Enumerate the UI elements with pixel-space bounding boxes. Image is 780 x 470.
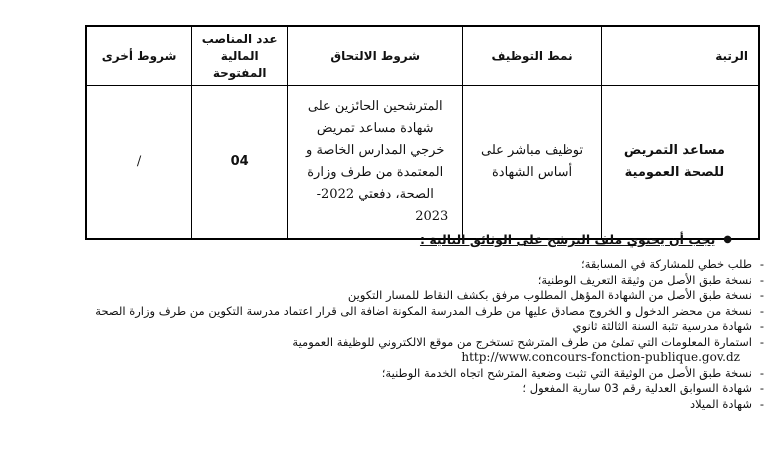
list-item: - شهادة الميلاد bbox=[84, 397, 764, 413]
list-item: - شهادة السوابق العدلية رقم 03 سارية المفعول ؛ bbox=[84, 381, 764, 397]
header-admission-conditions: شروط الالتحاق bbox=[288, 26, 463, 86]
header-rank: الرتبة bbox=[601, 26, 759, 86]
requirements-table-container bbox=[85, 25, 760, 240]
list-item-with-url bbox=[84, 335, 764, 366]
list-item: - نسخة طبق الأصل من الشهادة المؤهل المطلوب مرفق بكشف النقاط للمسار التكوين bbox=[84, 288, 764, 304]
documents-list bbox=[84, 257, 764, 412]
cell-rank: مساعد التمريض للصحة العمومية bbox=[601, 86, 759, 240]
table-row bbox=[86, 86, 759, 240]
requirements-table bbox=[85, 25, 760, 240]
list-item: - شهادة مدرسية تثبة السنة الثالثة ثانوي bbox=[84, 319, 764, 335]
list-item-text: استمارة المعلومات التي تملئ من طرف المترشح تستخرج من موقع الالكتروني للوظيفة العمومية bbox=[292, 334, 752, 349]
list-item: - طلب خطي للمشاركة في المسابقة؛ bbox=[84, 257, 764, 273]
bullet-icon: ● bbox=[723, 234, 732, 245]
header-open-positions: عدد المناصب المالية المفتوحة bbox=[192, 26, 288, 86]
list-item: - نسخة من محضر الدخول و الخروج مصادق عليها من طرف المدرسة المكونة اضافة الى قرار اعتماد مدرسة التكوين من طرف وزارة الصحة bbox=[84, 304, 764, 320]
table-header-row bbox=[86, 26, 759, 86]
header-other-conditions: شروط أخرى bbox=[86, 26, 192, 86]
list-item: - نسخة طبق الأصل من الوثيقة التي تثبت وضعية المترشح اتجاه الخدمة الوطنية؛ bbox=[84, 366, 764, 382]
cell-other-conditions: / bbox=[86, 86, 192, 240]
list-item: - نسخة طبق الأصل من وثيقة التعريف الوطنية؛ bbox=[84, 273, 764, 289]
cell-open-positions: 04 bbox=[192, 86, 288, 240]
documents-heading-text: يجب أن يحتوي ملف الترشح على الوثائق التالية : bbox=[419, 232, 716, 247]
cell-admission-conditions: المترشحين الحائزين على شهادة مساعد تمريض خرجي المدارس الخاصة و المعتمدة من طرف وزارة الصحة، دفعتي 2022-2023 bbox=[288, 86, 463, 240]
documents-heading bbox=[420, 232, 732, 247]
website-link[interactable]: http://www.concours-fonction-publique.gov.dz bbox=[461, 350, 740, 364]
cell-recruitment-mode: توظيف مباشر على أساس الشهادة bbox=[463, 86, 602, 240]
header-recruitment-mode: نمط التوظيف bbox=[463, 26, 602, 86]
